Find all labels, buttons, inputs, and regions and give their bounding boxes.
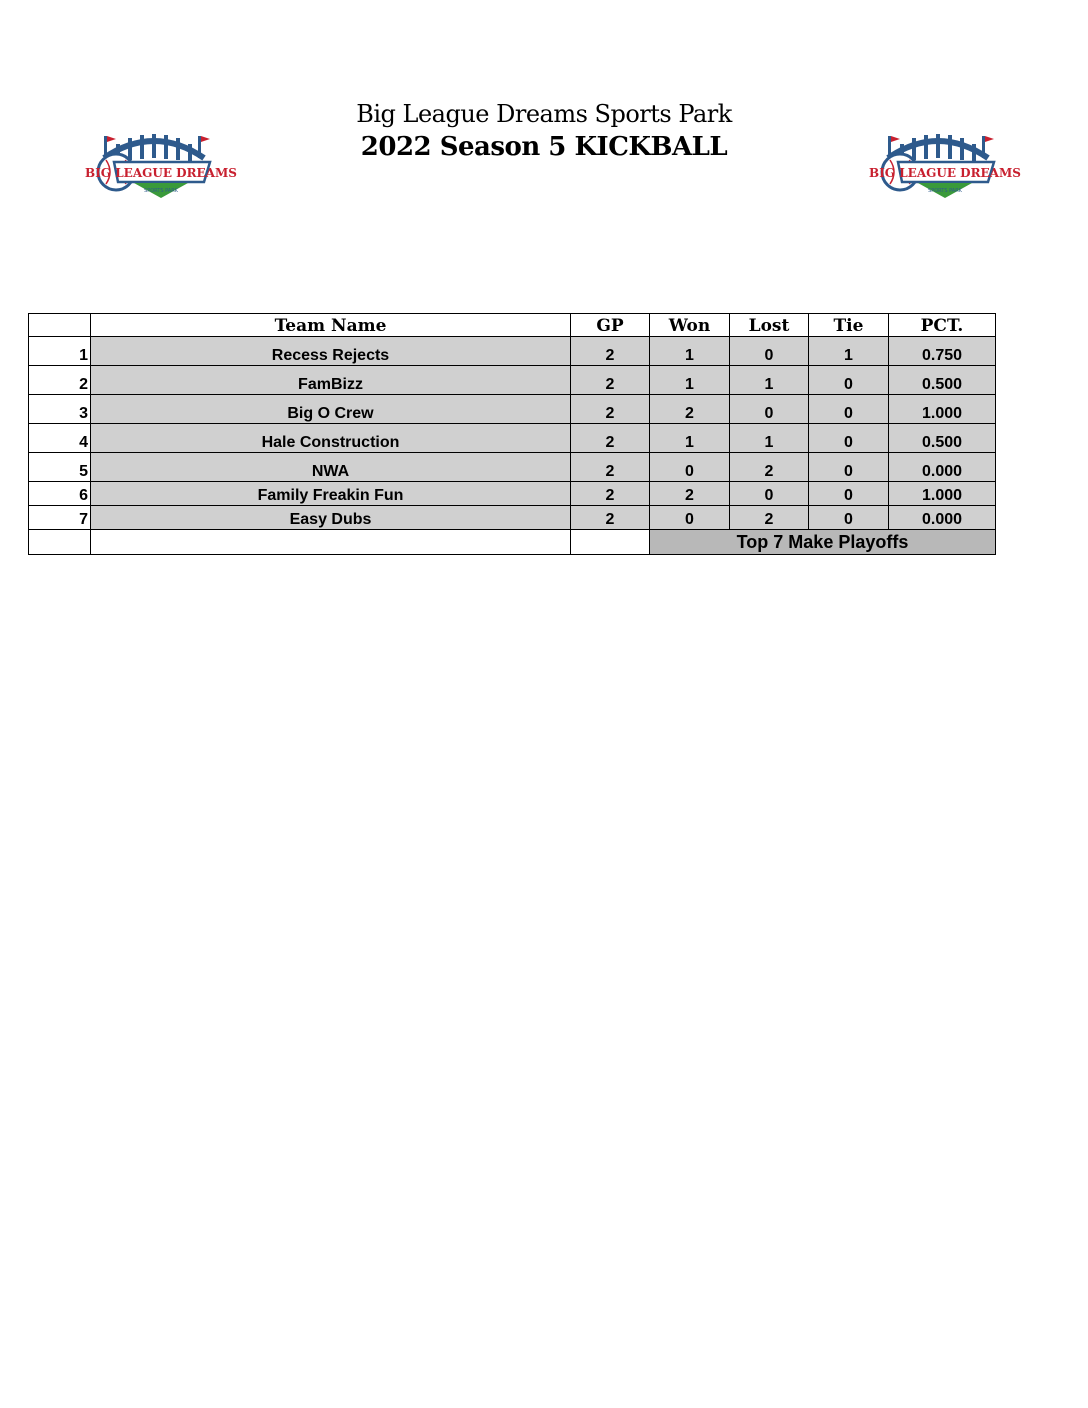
- gp-cell: 2: [571, 424, 650, 453]
- pct-cell: 1.000: [889, 395, 996, 424]
- team-name-cell: Hale Construction: [91, 424, 571, 453]
- rank-cell: 3: [29, 395, 91, 424]
- lost-cell: 0: [730, 482, 809, 506]
- table-header-row: [29, 314, 996, 337]
- won-cell: 2: [650, 482, 730, 506]
- tie-cell: 0: [809, 424, 889, 453]
- column-header-won: Won: [650, 314, 730, 337]
- standings-table: [28, 313, 996, 555]
- gp-cell: 2: [571, 482, 650, 506]
- tie-cell: 0: [809, 395, 889, 424]
- playoffs-note: Top 7 Make Playoffs: [650, 530, 996, 555]
- won-cell: 0: [650, 506, 730, 530]
- table-row: [29, 337, 996, 366]
- team-name-cell: Family Freakin Fun: [91, 482, 571, 506]
- team-name-cell: FamBizz: [91, 366, 571, 395]
- pct-cell: 0.000: [889, 506, 996, 530]
- tie-cell: 0: [809, 453, 889, 482]
- gp-cell: 2: [571, 395, 650, 424]
- rank-cell: 5: [29, 453, 91, 482]
- big-league-dreams-logo-left: [85, 126, 237, 206]
- pct-cell: 0.000: [889, 453, 996, 482]
- tie-cell: 0: [809, 366, 889, 395]
- table-footer-row: [29, 530, 996, 555]
- rank-cell: 7: [29, 506, 91, 530]
- gp-cell: 2: [571, 337, 650, 366]
- rank-cell: 4: [29, 424, 91, 453]
- svg-text:SPORTS PARK: SPORTS PARK: [928, 188, 962, 194]
- pct-cell: 0.500: [889, 366, 996, 395]
- column-header-team-name: Team Name: [91, 314, 571, 337]
- team-name-cell: NWA: [91, 453, 571, 482]
- lost-cell: 2: [730, 453, 809, 482]
- lost-cell: 1: [730, 424, 809, 453]
- footer-spacer: [571, 530, 650, 555]
- pct-cell: 0.500: [889, 424, 996, 453]
- team-name-cell: Recess Rejects: [91, 337, 571, 366]
- won-cell: 1: [650, 366, 730, 395]
- park-name: Big League Dreams Sports Park: [356, 100, 732, 128]
- svg-text:BIG LEAGUE DREAMS: BIG LEAGUE DREAMS: [869, 166, 1021, 180]
- gp-cell: 2: [571, 506, 650, 530]
- won-cell: 1: [650, 337, 730, 366]
- rank-cell: 1: [29, 337, 91, 366]
- svg-text:SPORTS PARK: SPORTS PARK: [144, 188, 178, 194]
- won-cell: 1: [650, 424, 730, 453]
- table-row: [29, 424, 996, 453]
- tie-cell: 1: [809, 337, 889, 366]
- tie-cell: 0: [809, 506, 889, 530]
- lost-cell: 0: [730, 395, 809, 424]
- table-row: [29, 506, 996, 530]
- column-header-pct: PCT.: [889, 314, 996, 337]
- won-cell: 2: [650, 395, 730, 424]
- lost-cell: 2: [730, 506, 809, 530]
- table-row: [29, 395, 996, 424]
- pct-cell: 1.000: [889, 482, 996, 506]
- gp-cell: 2: [571, 366, 650, 395]
- footer-spacer: [91, 530, 571, 555]
- footer-empty-cell: [29, 530, 91, 555]
- table-row: [29, 482, 996, 506]
- table-row: [29, 366, 996, 395]
- lost-cell: 0: [730, 337, 809, 366]
- lost-cell: 1: [730, 366, 809, 395]
- team-name-cell: Easy Dubs: [91, 506, 571, 530]
- won-cell: 0: [650, 453, 730, 482]
- svg-text:BIG LEAGUE DREAMS: BIG LEAGUE DREAMS: [85, 166, 237, 180]
- pct-cell: 0.750: [889, 337, 996, 366]
- rank-cell: 2: [29, 366, 91, 395]
- tie-cell: 0: [809, 482, 889, 506]
- table-row: [29, 453, 996, 482]
- big-league-dreams-logo-right: [869, 126, 1021, 206]
- team-name-cell: Big O Crew: [91, 395, 571, 424]
- gp-cell: 2: [571, 453, 650, 482]
- rank-cell: 6: [29, 482, 91, 506]
- column-header-tie: Tie: [809, 314, 889, 337]
- column-header-lost: Lost: [730, 314, 809, 337]
- column-header-gp: GP: [571, 314, 650, 337]
- season-title: 2022 Season 5 KICKBALL: [360, 132, 728, 162]
- rank-header: [29, 314, 91, 337]
